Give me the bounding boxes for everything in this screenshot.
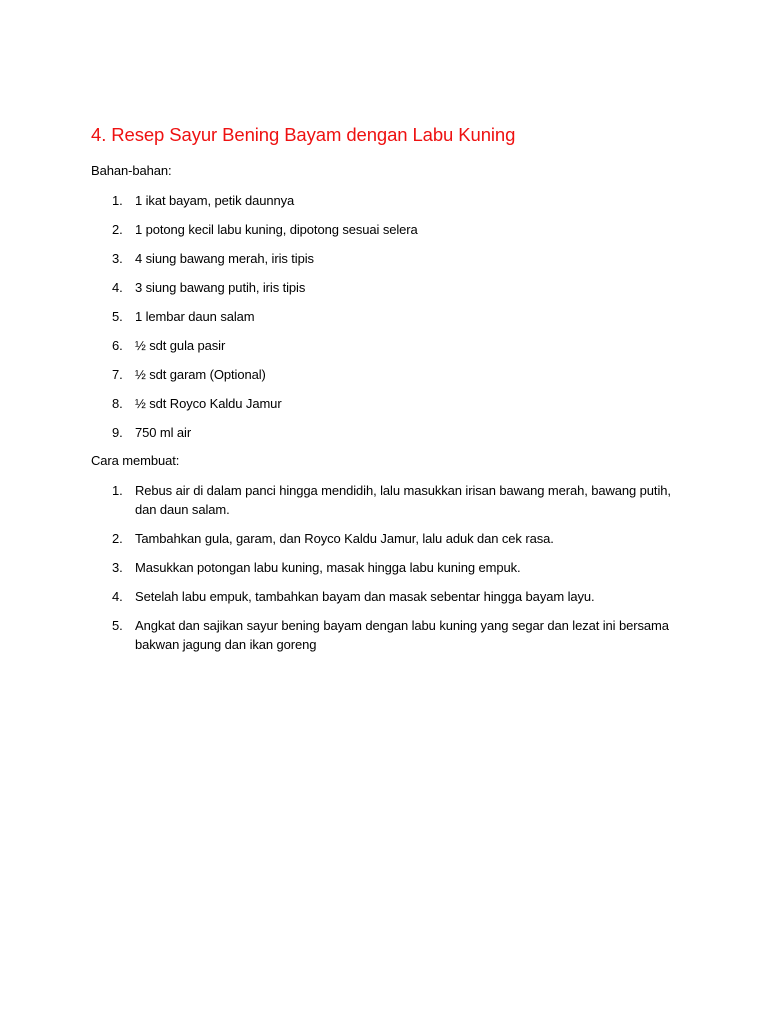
ingredient-number: 6.: [112, 338, 123, 353]
method-step: [91, 587, 691, 606]
ingredient-item: [91, 220, 691, 239]
method-step: [91, 558, 691, 577]
ingredients-label: Bahan-bahan:: [91, 163, 172, 178]
ingredient-number: 3.: [112, 251, 123, 266]
ingredient-item: [91, 191, 691, 210]
ingredient-text: ½ sdt gula pasir: [135, 338, 226, 353]
ingredient-item: [91, 365, 691, 384]
ingredient-item: [91, 394, 691, 413]
ingredient-item: [91, 307, 691, 326]
method-step-text: Setelah labu empuk, tambahkan bayam dan masak sebentar hingga bayam layu.: [135, 589, 595, 604]
ingredient-text: 3 siung bawang putih, iris tipis: [135, 280, 306, 295]
ingredient-item: [91, 423, 691, 442]
ingredient-number: 2.: [112, 222, 123, 237]
method-step-number: 1.: [112, 483, 123, 498]
method-step-number: 2.: [112, 531, 123, 546]
ingredient-item: [91, 278, 691, 297]
method-step-text: Masukkan potongan labu kuning, masak hingga labu kuning empuk.: [135, 560, 521, 575]
ingredient-text: ½ sdt garam (Optional): [135, 367, 266, 382]
recipe-title: 4. Resep Sayur Bening Bayam dengan Labu Kuning: [91, 124, 516, 145]
method-list: [91, 481, 691, 654]
ingredient-item: [91, 336, 691, 355]
ingredient-number: 5.: [112, 309, 123, 324]
ingredient-text: 1 potong kecil labu kuning, dipotong sesuai selera: [135, 222, 418, 237]
method-step-text: Angkat dan sajikan sayur bening bayam dengan labu kuning yang segar dan lezat ini bersama bakwan jagung dan ikan goreng: [135, 618, 669, 652]
method-step: [91, 529, 691, 548]
ingredients-list: [91, 191, 691, 442]
method-step: [91, 481, 691, 519]
method-step-text: Rebus air di dalam panci hingga mendidih, lalu masukkan irisan bawang merah, bawang putih, dan daun salam.: [135, 483, 671, 517]
ingredient-item: [91, 249, 691, 268]
ingredient-text: 1 lembar daun salam: [135, 309, 255, 324]
ingredient-number: 1.: [112, 193, 123, 208]
method-step-number: 5.: [112, 618, 123, 633]
ingredient-number: 9.: [112, 425, 123, 440]
ingredient-number: 7.: [112, 367, 123, 382]
method-step-number: 4.: [112, 589, 123, 604]
ingredient-text: 4 siung bawang merah, iris tipis: [135, 251, 314, 266]
document-content: [91, 122, 691, 664]
method-step-number: 3.: [112, 560, 123, 575]
ingredient-number: 4.: [112, 280, 123, 295]
method-step: [91, 616, 691, 654]
method-label: Cara membuat:: [91, 453, 180, 468]
method-step-text: Tambahkan gula, garam, dan Royco Kaldu Jamur, lalu aduk dan cek rasa.: [135, 531, 554, 546]
ingredient-text: 1 ikat bayam, petik daunnya: [135, 193, 295, 208]
ingredient-text: ½ sdt Royco Kaldu Jamur: [135, 396, 282, 411]
ingredient-text: 750 ml air: [135, 425, 192, 440]
ingredient-number: 8.: [112, 396, 123, 411]
